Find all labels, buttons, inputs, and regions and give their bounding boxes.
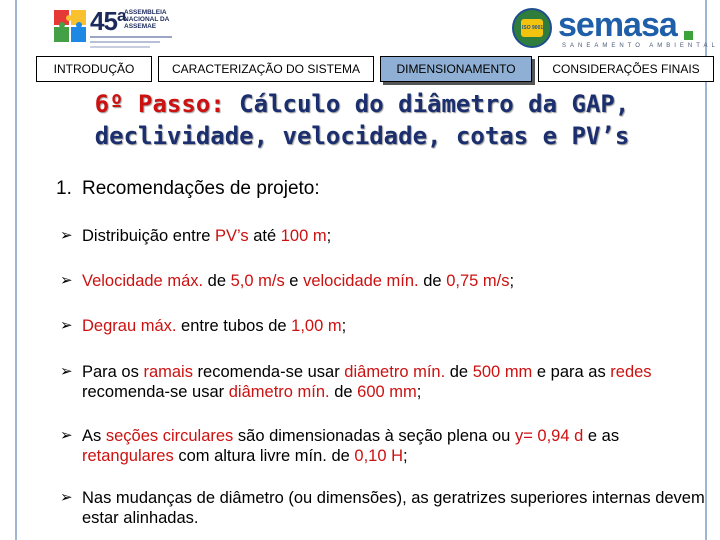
bullet-text: [82, 316, 708, 336]
arrow-bullet-icon: ➢: [60, 427, 73, 444]
bullet-text: [82, 226, 708, 246]
list-item: [60, 316, 708, 336]
highlight-text: 100 m: [280, 227, 327, 245]
list-item: [60, 226, 708, 246]
slide-title: [20, 88, 704, 152]
iso-seal-label: ISO 9001: [522, 25, 544, 31]
tab-caracterizacao[interactable]: CARACTERIZAÇÃO DO SISTEMA: [158, 56, 374, 82]
highlight-text: y= 0,94 d: [514, 427, 584, 445]
plain-text: até: [248, 227, 281, 245]
left-border-rule: [15, 0, 17, 540]
plain-text: e para as: [532, 363, 611, 381]
arrow-bullet-icon: ➢: [60, 227, 73, 244]
tab-introducao[interactable]: INTRODUÇÃO: [36, 56, 152, 82]
section-number: 1.: [56, 178, 72, 199]
highlight-text: Velocidade máx.: [82, 272, 204, 290]
bullet-text: [82, 426, 708, 466]
highlight-text: diâmetro mín.: [344, 363, 446, 381]
plain-text: recomenda-se usar: [192, 363, 345, 381]
arrow-bullet-icon: ➢: [60, 272, 73, 289]
event-name: ASSEMBLEIA NACIONAL DA ASSEMAE: [124, 9, 170, 30]
semasa-dot-icon: [684, 31, 693, 40]
puzzle-logo-icon: [52, 8, 88, 44]
section-heading: [56, 178, 320, 200]
plain-text: Nas mudanças de diâmetro (ou dimensões), as geratrizes superiores internas devem estar alinhadas.: [82, 489, 705, 527]
highlight-text: 1,00 m: [291, 317, 342, 335]
highlight-text: velocidade mín.: [303, 272, 419, 290]
bullet-text: [82, 362, 708, 402]
title-line2: declividade, velocidade, cotas e PV’s: [94, 122, 630, 150]
highlight-text: redes: [610, 363, 652, 381]
semasa-wordmark: semasa: [558, 6, 677, 44]
title-prefix: 6º Passo:: [94, 90, 225, 118]
plain-text: de: [329, 383, 358, 401]
plain-text: ;: [416, 383, 422, 401]
plain-text: As: [82, 427, 106, 445]
arrow-bullet-icon: ➢: [60, 489, 73, 506]
bullet-text: [82, 488, 708, 528]
list-item: [60, 271, 708, 291]
plain-text: são dimensionadas à seção plena ou: [233, 427, 515, 445]
arrow-bullet-icon: ➢: [60, 363, 73, 380]
highlight-text: ramais: [143, 363, 193, 381]
plain-text: de: [445, 363, 473, 381]
plain-text: ;: [341, 317, 347, 335]
list-item: [60, 426, 708, 466]
highlight-text: Degrau máx.: [82, 317, 177, 335]
plain-text: Para os: [82, 363, 144, 381]
section-heading-text: Recomendações de projeto:: [82, 178, 320, 199]
list-item: [60, 362, 708, 402]
bullet-text: [82, 271, 708, 291]
highlight-text: retangulares: [82, 447, 174, 465]
plain-text: recomenda-se usar: [82, 383, 229, 401]
highlight-text: 5,0 m/s: [230, 272, 285, 290]
highlight-text: 500 mm: [472, 363, 533, 381]
event-number: 45ª: [90, 6, 126, 36]
semasa-tagline: SANEAMENTO AMBIENTAL: [562, 43, 719, 49]
plain-text: de: [203, 272, 231, 290]
event-logo-line: [90, 41, 160, 43]
plain-text: e as: [583, 427, 620, 445]
plain-text: ;: [509, 272, 515, 290]
list-item: [60, 488, 708, 528]
event-logo-line: [90, 36, 172, 38]
plain-text: de: [418, 272, 447, 290]
highlight-text: 0,75 m/s: [446, 272, 510, 290]
event-logo: [52, 6, 170, 50]
iso-seal-icon: [512, 8, 552, 48]
highlight-text: PV’s: [214, 227, 249, 245]
highlight-text: diâmetro mín.: [228, 383, 330, 401]
highlight-text: seções circulares: [105, 427, 234, 445]
highlight-text: 0,10 H: [354, 447, 404, 465]
arrow-bullet-icon: ➢: [60, 317, 73, 334]
semasa-logo: [512, 6, 719, 52]
plain-text: Distribuição entre: [82, 227, 215, 245]
plain-text: ;: [403, 447, 408, 465]
title-line1: Cálculo do diâmetro da GAP,: [239, 90, 630, 118]
plain-text: ;: [326, 227, 332, 245]
highlight-text: 600 mm: [357, 383, 417, 401]
plain-text: com altura livre mín. de: [173, 447, 355, 465]
plain-text: entre tubos de: [176, 317, 292, 335]
tab-dimensionamento[interactable]: DIMENSIONAMENTO: [380, 56, 532, 82]
plain-text: e: [284, 272, 304, 290]
tab-consideracoes-finais[interactable]: CONSIDERAÇÕES FINAIS: [538, 56, 714, 82]
event-logo-line: [90, 46, 150, 48]
